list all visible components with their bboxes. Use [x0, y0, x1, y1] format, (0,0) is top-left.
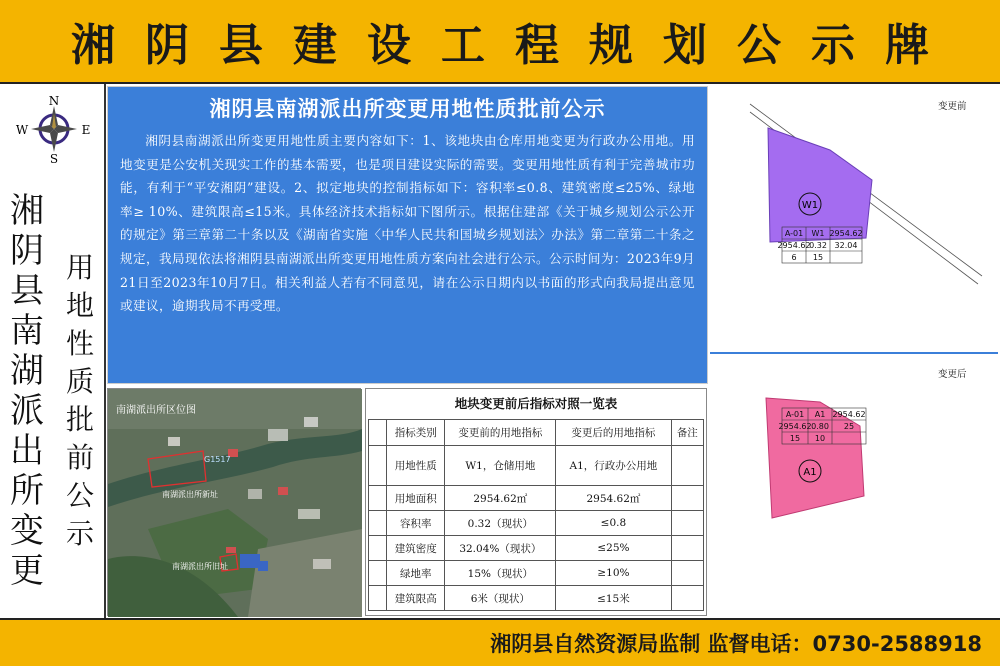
vertical-title-project: [10, 191, 44, 594]
vertical-char: 变: [10, 511, 44, 551]
table-cell: 2954.62㎡: [556, 486, 671, 511]
vertical-char: 所: [10, 471, 44, 511]
compass-icon: [15, 94, 91, 166]
svg-text:2954.62: 2954.62: [777, 241, 811, 250]
table-cell: ≤15米: [556, 586, 671, 611]
compass-e: E: [81, 123, 91, 137]
table-row: [369, 561, 704, 586]
vertical-char: 阴: [10, 231, 44, 271]
aerial-image: [108, 389, 362, 617]
svg-text:W1: W1: [811, 229, 825, 238]
table-cell: 32.04%（现状）: [445, 536, 556, 561]
table-row: [369, 446, 704, 486]
table-cell: [671, 486, 703, 511]
after-parcel-code: A1: [803, 467, 817, 478]
svg-text:25: 25: [843, 422, 855, 431]
table-cell: 0.32（现状）: [445, 511, 556, 536]
vertical-char: 地: [66, 289, 95, 322]
svg-text:A1: A1: [814, 410, 826, 419]
indicator-comparison-panel: [365, 388, 707, 616]
table-header-row: [369, 420, 704, 446]
table-cell: A1，行政办公用地: [556, 446, 671, 486]
old-site-label: 南湖派出所旧址: [172, 562, 228, 571]
table-cell: ≤0.8: [556, 511, 671, 536]
vertical-char: 出: [10, 431, 44, 471]
vertical-char: 派: [10, 391, 44, 431]
table-cell: [671, 586, 703, 611]
table-cell: 2954.62㎡: [445, 486, 556, 511]
table-cell: ≥10%: [556, 561, 671, 586]
svg-text:0.80: 0.80: [811, 422, 829, 431]
vertical-char: 南: [10, 311, 44, 351]
svg-text:2954.62: 2954.62: [829, 229, 863, 238]
table-cell: 15%（现状）: [445, 561, 556, 586]
table-cell: 建筑限高: [387, 586, 445, 611]
compass-w: W: [15, 123, 29, 137]
vertical-char: 性: [66, 327, 95, 360]
svg-text:2954.62: 2954.62: [832, 410, 866, 419]
header-bar: [0, 0, 1000, 84]
table-cell: 用地面积: [387, 486, 445, 511]
notice-panel: [107, 86, 708, 384]
vertical-char: 湖: [10, 351, 44, 391]
vertical-char: 前: [66, 441, 95, 474]
compass-s: S: [49, 152, 59, 166]
vertical-char: 用: [66, 251, 95, 284]
table-header-cell: 备注: [671, 420, 703, 446]
table-cell: [671, 536, 703, 561]
indicator-table: [368, 419, 704, 611]
left-panel: [0, 84, 106, 618]
row-index-cell: [369, 486, 387, 511]
site-plan-panel: [710, 86, 998, 616]
table-row: [369, 536, 704, 561]
vertical-char: 公: [66, 479, 95, 512]
vertical-char: 批: [66, 403, 95, 436]
row-index-cell: [369, 511, 387, 536]
site-plans: [710, 86, 998, 616]
table-cell: [671, 446, 703, 486]
vertical-char: 县: [10, 271, 44, 311]
new-site-label: 南湖派出所新址: [162, 490, 218, 499]
table-cell: 容积率: [387, 511, 445, 536]
row-index-cell: [369, 586, 387, 611]
after-indicator-grid: [778, 408, 866, 444]
table-title: 地块变更前后指标对照一览表: [454, 396, 618, 411]
table-header-cell: 变更前的用地指标: [445, 420, 556, 446]
row-index-cell: [369, 446, 387, 486]
location-aerial-photo: [107, 388, 361, 616]
board-title: 湘阴县建设工程规划公示牌: [71, 20, 959, 71]
table-header-blank: [369, 420, 387, 446]
table-row: [369, 586, 704, 611]
table-row: [369, 486, 704, 511]
table-header-cell: 指标类别: [387, 420, 445, 446]
vertical-char: 质: [66, 365, 95, 398]
svg-text:15: 15: [789, 434, 801, 443]
vertical-char: 更: [10, 551, 44, 591]
before-indicator-grid: [777, 227, 862, 263]
svg-text:2954.62: 2954.62: [778, 422, 812, 431]
svg-text:A-01: A-01: [785, 410, 805, 419]
table-header-cell: 变更后的用地指标: [556, 420, 671, 446]
road-label: G1517: [204, 455, 231, 464]
vertical-char: 湘: [10, 191, 44, 231]
table-cell: ≤25%: [556, 536, 671, 561]
footer-bar: [0, 618, 1000, 666]
vertical-char: 示: [66, 517, 95, 550]
compass-n: N: [48, 94, 60, 108]
before-plan-label: 变更前: [938, 101, 967, 112]
svg-text:0.32: 0.32: [809, 241, 827, 250]
table-cell: 用地性质: [387, 446, 445, 486]
table-cell: 6米（现状）: [445, 586, 556, 611]
svg-text:32.04: 32.04: [834, 241, 858, 250]
table-cell: 建筑密度: [387, 536, 445, 561]
svg-text:6: 6: [791, 253, 797, 262]
svg-text:A-01: A-01: [784, 229, 804, 238]
plan-divider: [710, 352, 998, 354]
table-cell: W1，仓储用地: [445, 446, 556, 486]
row-index-cell: [369, 536, 387, 561]
svg-text:10: 10: [814, 434, 826, 443]
svg-text:15: 15: [812, 253, 824, 262]
table-row: [369, 511, 704, 536]
table-cell: 绿地率: [387, 561, 445, 586]
after-plan-label: 变更后: [938, 369, 967, 380]
aerial-photo-label: 南湖派出所区位图: [116, 405, 196, 416]
supervision-line: 湘阴县自然资源局监制 监督电话：0730-2588918: [490, 632, 982, 656]
table-cell: [671, 561, 703, 586]
table-cell: [671, 511, 703, 536]
notice-heading: 湘阴县南湖派出所变更用地性质批前公示: [209, 97, 606, 121]
row-index-cell: [369, 561, 387, 586]
before-parcel-code: W1: [801, 200, 819, 211]
vertical-title-subject: [66, 251, 95, 558]
notice-body: 湘阴县南湖派出所变更用地性质主要内容如下：1、该地块由仓库用地变更为行政办公用地。用地变更是公安机关现实工作的基本需要，也是项目建设实际的需要。变更用地性质有利于完善城市功能，有利于“平安湘阴”建设。2、拟定地块的控制指标如下：容积率≤0.8、建筑密度≤25%、绿地率≥ 10%、建筑限高≤15米。具体经济技术指标如下图所示。根据住建部《关于城乡规划公示公开的规定》第三章第二十条以及《湖南省实施〈中华人民共和国城乡规划法〉办法》第二章第二十条之规定，我局现依法将湘阴县南湖派出所变更用地性质方案向社会进行公示。公示时间为：2023年9月21日至2023年10月7日。相关利益人若有不同意见，请在公示日期内以书面的形式向我局提出意见或建议，逾期我局不再受理。: [120, 133, 695, 314]
